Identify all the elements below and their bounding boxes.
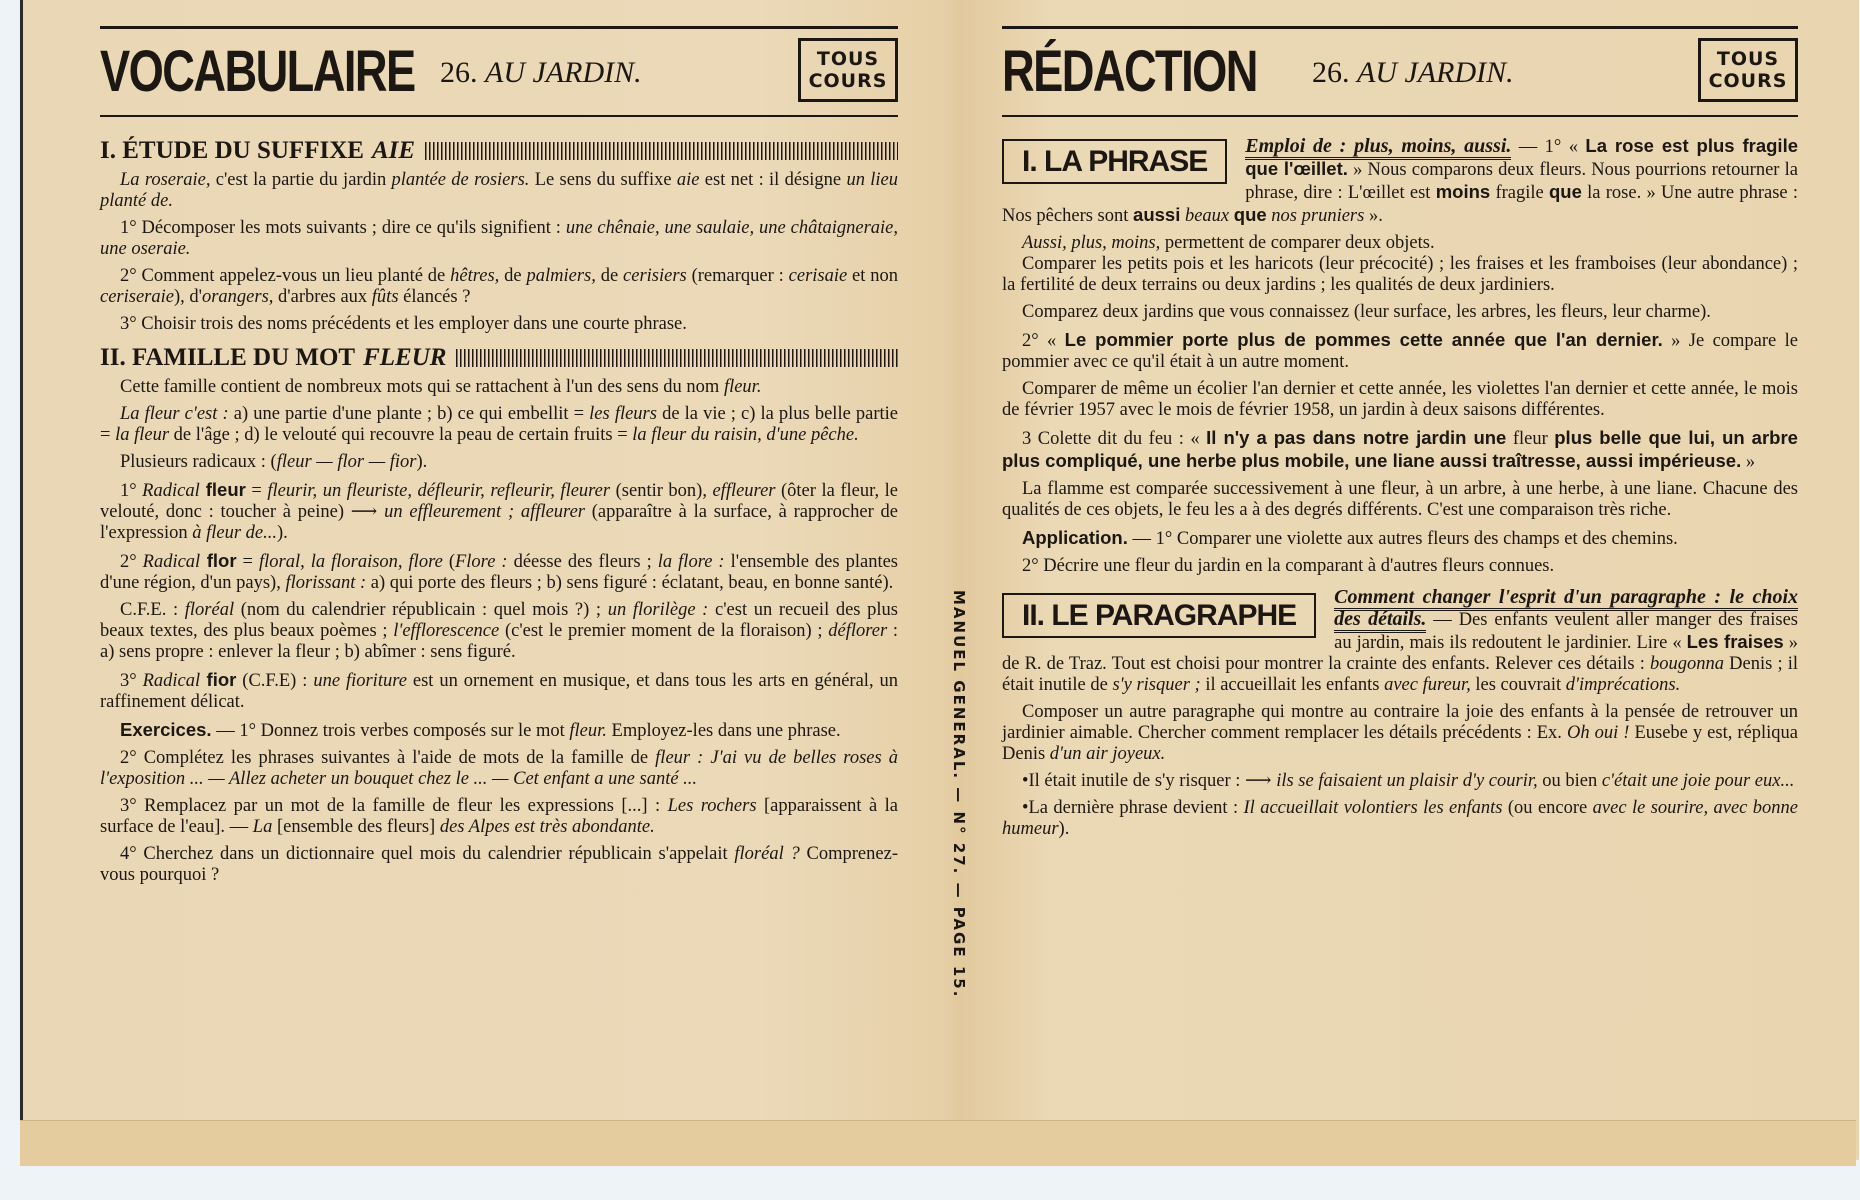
text-run: [apparaissent à la surface de l'eau]. —	[100, 796, 898, 837]
italic-text: des Alpes est très abondante.	[439, 817, 655, 837]
text-run: Plusieurs radicaux : (	[120, 452, 277, 472]
paragraph	[100, 377, 898, 398]
hatch-rule	[425, 142, 898, 160]
lesson-title	[1312, 56, 1514, 90]
italic-text: la fleur du raisin, d'une pêche.	[632, 425, 859, 445]
italic-text: hêtres,	[450, 266, 500, 286]
italic-text: à fleur de...	[192, 523, 278, 543]
text-run: (apparaître à la surface, à rapprocher de l'expression	[100, 502, 898, 543]
text-run: 3° Choisir trois des noms précédents et les employer dans une courte phrase.	[120, 314, 687, 334]
italic-text: déflorer	[828, 621, 888, 641]
bold-text: fleur	[199, 479, 246, 500]
lesson-name: AU JARDIN.	[1357, 56, 1514, 89]
text-run: (nom du calendrier républicain : quel mois ?) ;	[234, 600, 608, 620]
text-run: — 1° «	[1511, 137, 1586, 157]
text-run: de	[499, 266, 527, 286]
text-run: de la vie ; c) la plus belle partie =	[100, 404, 899, 445]
text-run: Comparer les petits pois et les haricots (leur précocité) ; les fraises et les framboises (leur abondance) ; la fertilité de deux terrains ou deux jardins ; les qualités de deux jardiniers.	[1002, 254, 1798, 295]
italic-text: la flore :	[657, 552, 725, 572]
italic-text: nos pruniers	[1271, 206, 1365, 226]
italic-text: plantée de rosiers.	[391, 170, 530, 190]
text-run: et non	[847, 266, 899, 286]
italic-text: d'imprécations.	[1565, 675, 1681, 695]
text-run: »	[1741, 452, 1756, 472]
italic-text: cerisiers	[623, 266, 687, 286]
bold-text: La rose est plus fragile que l'œillet.	[1245, 135, 1798, 179]
italic-text: Radical	[142, 671, 201, 691]
italic-text: Aussi, plus, moins,	[1022, 233, 1161, 253]
section-heading-italic: AIE	[371, 137, 416, 164]
text-run: est net : il désigne	[699, 170, 847, 190]
text-run: ).	[1058, 819, 1070, 839]
italic-text: la fleur	[115, 425, 170, 445]
italic-text: fleur.	[569, 721, 607, 741]
text-run: Eusebe y est, répliqua Denis	[1002, 723, 1798, 764]
text-run: de	[595, 266, 624, 286]
exercise-4	[100, 844, 898, 886]
text-run: (ou encore	[1502, 798, 1593, 818]
paragraph	[1002, 427, 1798, 473]
spine-caption: MANUEL GENERAL. — N° 27. — PAGE 15.	[950, 590, 968, 999]
exercise-2	[100, 266, 898, 308]
badge-line-1: TOUS	[1716, 48, 1780, 70]
italic-text: l'efflorescence	[393, 621, 500, 641]
text-run: (C.F.E) :	[236, 671, 314, 691]
italic-text: une fioriture	[313, 671, 407, 691]
text-run: » Je compare le pommier avec ce qu'il était à un autre moment.	[1002, 331, 1798, 372]
text-run: élancés ?	[398, 287, 471, 307]
text-run: d'arbres aux	[273, 287, 372, 307]
text-run: Cette famille contient de nombreux mots qui se rattachent à l'un des sens du nom	[120, 377, 724, 397]
text-run: a) qui porte des fleurs ; b) sens figuré : éclatant, beau, en bonne santé).	[366, 573, 894, 593]
text-run: est un ornement en musique, et dans tous les arts en général, un raffinement délicat.	[100, 671, 898, 712]
bold-text: aussi	[1133, 204, 1181, 225]
text-run: (	[442, 552, 455, 572]
tous-cours-badge	[1698, 38, 1798, 102]
text-run: — Des enfants veulent aller manger des fraises au jardin, mais ils redoutent le jardinier. Lire «	[1334, 610, 1798, 653]
text-run: C.F.E. :	[120, 600, 185, 620]
text-run: fragile	[1490, 183, 1549, 203]
lesson-title	[440, 56, 642, 90]
text-run: ou bien	[1537, 771, 1602, 791]
italic-text: La fleur c'est :	[120, 404, 229, 424]
italic-text: avec fureur,	[1384, 675, 1471, 695]
text-run: c'est la partie du jardin	[210, 170, 392, 190]
text-run: déesse des fleurs ;	[507, 552, 658, 572]
text-run: Comparez deux jardins que vous connaissez (leur surface, les arbres, les fleurs, leur charme).	[1022, 302, 1711, 322]
italic-text: fûts	[371, 287, 399, 307]
section-heading-text: II. FAMILLE DU MOT	[100, 344, 356, 371]
text-run: la rose. » Une autre phrase : Nos pêchers sont	[1002, 183, 1799, 226]
text-run: ).	[416, 452, 428, 472]
exercise-1	[100, 719, 898, 742]
bold-text: flor	[200, 550, 237, 571]
paper-underfold	[20, 1120, 1856, 1166]
text-run: permettent de comparer deux objets.	[1160, 233, 1435, 253]
text-run: c'est un recueil des plus beaux textes, des plus beaux poèmes ;	[100, 600, 898, 641]
italic-text: un effleurement ; affleurer	[384, 502, 585, 522]
text-run: » de R. de Traz. Tout est choisi pour montrer la crainte des enfants. Relever ces détails :	[1002, 633, 1798, 674]
exercise-3	[100, 796, 898, 838]
text-run: les couvrait	[1470, 675, 1566, 695]
text-run: 3° Remplacez par un mot de la famille de fleur les expressions [...] :	[120, 796, 668, 816]
header-rule-bottom	[1002, 115, 1798, 117]
text-run: =	[236, 552, 259, 572]
text-run: Il était inutile de s'y risquer : ⟶	[1028, 771, 1277, 791]
text-run: Composer un autre paragraphe qui montre au contraire la joie des enfants à la pensée de retrouver un jardinier aimable. Chercher comment remplacer les détails précédents : Ex.	[1002, 702, 1798, 743]
italic-text: ceriseraie	[100, 287, 174, 307]
text-run: ), d'	[173, 287, 202, 307]
bold-text: Il n'y a pas dans notre jardin une	[1206, 427, 1507, 448]
badge-line-1: TOUS	[816, 48, 880, 70]
italic-text: floréal ?	[734, 844, 800, 864]
italic-text: La	[252, 817, 273, 837]
text-run: [ensemble des fleurs]	[272, 817, 440, 837]
italic-text: Les rochers	[667, 796, 757, 816]
italic-text: effleurer	[712, 481, 776, 501]
italic-text: Radical	[142, 481, 200, 501]
italic-text: floréal	[184, 600, 235, 620]
paragraph	[1002, 254, 1798, 296]
text-run: ).	[277, 523, 288, 543]
italic-text: florissant :	[285, 573, 367, 593]
italic-text: une chênaie, une saulaie, une châtaigneraie, une oseraie.	[100, 218, 899, 259]
section-heading-italic: FLEUR	[363, 344, 447, 371]
italic-text: un lieu planté de.	[100, 170, 898, 211]
text-run: 3°	[120, 671, 143, 691]
italic-text: Oh oui !	[1566, 723, 1630, 743]
italic-text: d'un air joyeux.	[1049, 744, 1166, 764]
text-run: ».	[1364, 206, 1383, 226]
bold-text: plus belle que lui, un arbre plus compliqué, une herbe plus mobile, une liane aussi traîtresse, aussi impérieuse.	[1002, 427, 1798, 471]
paragraph	[100, 479, 898, 544]
lesson-number: 26.	[1312, 56, 1350, 89]
exercise-3	[100, 314, 898, 335]
header-rule-top	[1002, 26, 1798, 29]
left-page-content	[100, 128, 898, 892]
text-run: La dernière phrase devient :	[1028, 798, 1244, 818]
text-run: l'ensemble des plantes d'une région, d'un pays),	[100, 552, 898, 593]
text-run: — 1° Donnez trois verbes composés sur le mot	[211, 721, 570, 741]
italic-text: fleur.	[723, 377, 762, 397]
italic-text: floral, la floraison, flore	[258, 552, 443, 572]
subheading-emploi: Emploi de : plus, moins, aussi.	[1245, 135, 1511, 160]
header-rule-bottom	[100, 115, 898, 117]
text-run: Le sens du suffixe	[529, 170, 677, 190]
paragraph	[1002, 379, 1798, 421]
subheading-comment: Comment changer l'esprit d'un paragraphe : le choix des détails.	[1334, 586, 1798, 633]
hatch-rule	[456, 349, 898, 367]
text-run: 4° Cherchez dans un dictionnaire quel mois du calendrier républicain s'appelait	[120, 844, 735, 864]
italic-text: Radical	[142, 552, 201, 572]
text-run: 2° «	[1022, 331, 1065, 351]
application-1	[1002, 527, 1798, 550]
bold-text: que	[1233, 204, 1267, 225]
page-title: VOCABULAIRE	[100, 39, 415, 104]
badge-line-2: COURS	[1708, 70, 1788, 92]
section-heading-suffixe	[100, 136, 898, 166]
text-run: Employez-les dans une phrase.	[606, 721, 841, 741]
section-box-la-phrase: I. LA PHRASE	[1002, 139, 1227, 184]
paragraph	[100, 600, 898, 663]
paragraph	[100, 452, 898, 473]
text-run: il accueillait les enfants	[1200, 675, 1385, 695]
italic-text: fleur — flor — fior	[276, 452, 417, 472]
text-run: » Nous comparons deux fleurs. Nous pourrions retourner la phrase, dire : L'œillet est	[1245, 160, 1798, 203]
italic-text: orangers,	[201, 287, 274, 307]
italic-text: avec le sourire, avec bonne humeur	[1002, 798, 1798, 839]
italic-text: fleurir, un fleuriste, défleurir, refleurir, fleurer	[267, 481, 611, 501]
italic-text: bougonna	[1650, 654, 1725, 674]
lesson-number: 26.	[440, 56, 478, 89]
badge-line-2: COURS	[808, 70, 888, 92]
paragraph	[1002, 329, 1798, 373]
text-run: fleur	[1506, 429, 1555, 449]
section-box-le-paragraphe: II. LE PARAGRAPHE	[1002, 593, 1316, 638]
italic-text: s'y risquer ;	[1112, 675, 1201, 695]
text-run: (remarquer :	[686, 266, 789, 286]
tous-cours-badge	[798, 38, 898, 102]
italic-text: Flore :	[454, 552, 508, 572]
text-run: 2°	[120, 552, 143, 572]
bold-text: Exercices.	[120, 719, 212, 740]
text-run: (ôter la fleur, le velouté, donc : toucher à peine) ⟶	[100, 481, 898, 522]
bold-text: Application.	[1022, 527, 1128, 548]
italic-text: un florilège :	[607, 600, 709, 620]
text-run: 2° Complétez les phrases suivantes à l'aide de mots de la famille de	[120, 748, 656, 768]
italic-text: cerisaie	[788, 266, 848, 286]
text-run: (c'est le premier moment de la floraison) ;	[499, 621, 829, 641]
text-run: a) une partie d'une plante ; b) ce qui embellit =	[228, 404, 590, 424]
right-page-content	[1002, 135, 1798, 846]
section-heading-famille	[100, 343, 898, 373]
paragraph	[1002, 702, 1798, 765]
italic-text: palmiers,	[526, 266, 596, 286]
bullet-item	[1002, 798, 1798, 840]
paragraph	[100, 170, 898, 212]
text-run: Denis ; il était inutile de	[1002, 654, 1798, 695]
text-run: : a) sens propre : enlever la fleur ; b) abîmer : sens figuré.	[100, 621, 899, 662]
italic-text: fleur : J'ai vu de belles roses à l'exposition ... — Allez acheter un bouquet chez le ... — Cet enfant a une santé ...	[100, 748, 899, 789]
text-run: 3 Colette dit du feu : «	[1022, 429, 1207, 449]
text-run: La flamme est comparée successivement à une fleur, à un arbre, à une herbe, à une liane. Chacune des qualités de ces objets, le feu les a à des degrés différents. C'est une comparaison très riche.	[1002, 479, 1798, 520]
bold-text: Les fraises	[1686, 631, 1784, 652]
paragraph	[100, 669, 898, 713]
italic-text: La roseraie,	[120, 170, 211, 190]
paragraph	[100, 550, 898, 594]
text-run: 2° Comment appelez-vous un lieu planté de	[120, 266, 451, 286]
paragraph	[1002, 302, 1798, 323]
paragraph	[1002, 233, 1798, 254]
italic-text: ils se faisaient un plaisir d'y courir,	[1276, 771, 1538, 791]
page-title: RÉDACTION	[1002, 39, 1257, 104]
text-run: 1°	[120, 481, 143, 501]
text-run: 1° Décomposer les mots suivants ; dire ce qu'ils signifient :	[120, 218, 566, 238]
italic-text: les fleurs	[589, 404, 657, 424]
text-run: Comparer de même un écolier l'an dernier et cette année, les violettes l'an dernier et cette année, le mois de février 1957 avec le mois de février 1958, un jardin à deux saisons différentes.	[1002, 379, 1798, 420]
text-run: (sentir bon),	[610, 481, 713, 501]
paragraph	[1002, 479, 1798, 521]
bold-text: fior	[200, 669, 237, 690]
application-2	[1002, 556, 1798, 577]
text-run: 2° Décrire une fleur du jardin en la comparant à d'autres fleurs connues.	[1022, 556, 1555, 576]
text-run: =	[245, 481, 268, 501]
italic-text: c'était une joie pour eux...	[1601, 771, 1795, 791]
bold-text: que	[1549, 181, 1582, 202]
exercise-2	[100, 748, 898, 790]
section-heading-text: I. ÉTUDE DU SUFFIXE	[100, 137, 364, 164]
bold-text: moins	[1435, 181, 1491, 202]
italic-text: Il accueillait volontiers les enfants	[1243, 798, 1503, 818]
italic-text: aie	[676, 170, 700, 190]
bullet-item	[1002, 771, 1798, 792]
paragraph	[100, 404, 898, 446]
lesson-name: AU JARDIN.	[485, 56, 642, 89]
italic-text: beaux	[1184, 206, 1230, 226]
text-run: de l'âge ; d) le velouté qui recouvre la peau de certain fruits =	[169, 425, 633, 445]
text-run: — 1° Comparer une violette aux autres fleurs des champs et des chemins.	[1127, 529, 1678, 549]
exercise-1	[100, 218, 898, 260]
header-rule-top	[100, 26, 898, 29]
bold-text: Le pommier porte plus de pommes cette année que l'an dernier.	[1064, 329, 1663, 350]
text-run: Comprenez-vous pourquoi ?	[100, 844, 898, 885]
